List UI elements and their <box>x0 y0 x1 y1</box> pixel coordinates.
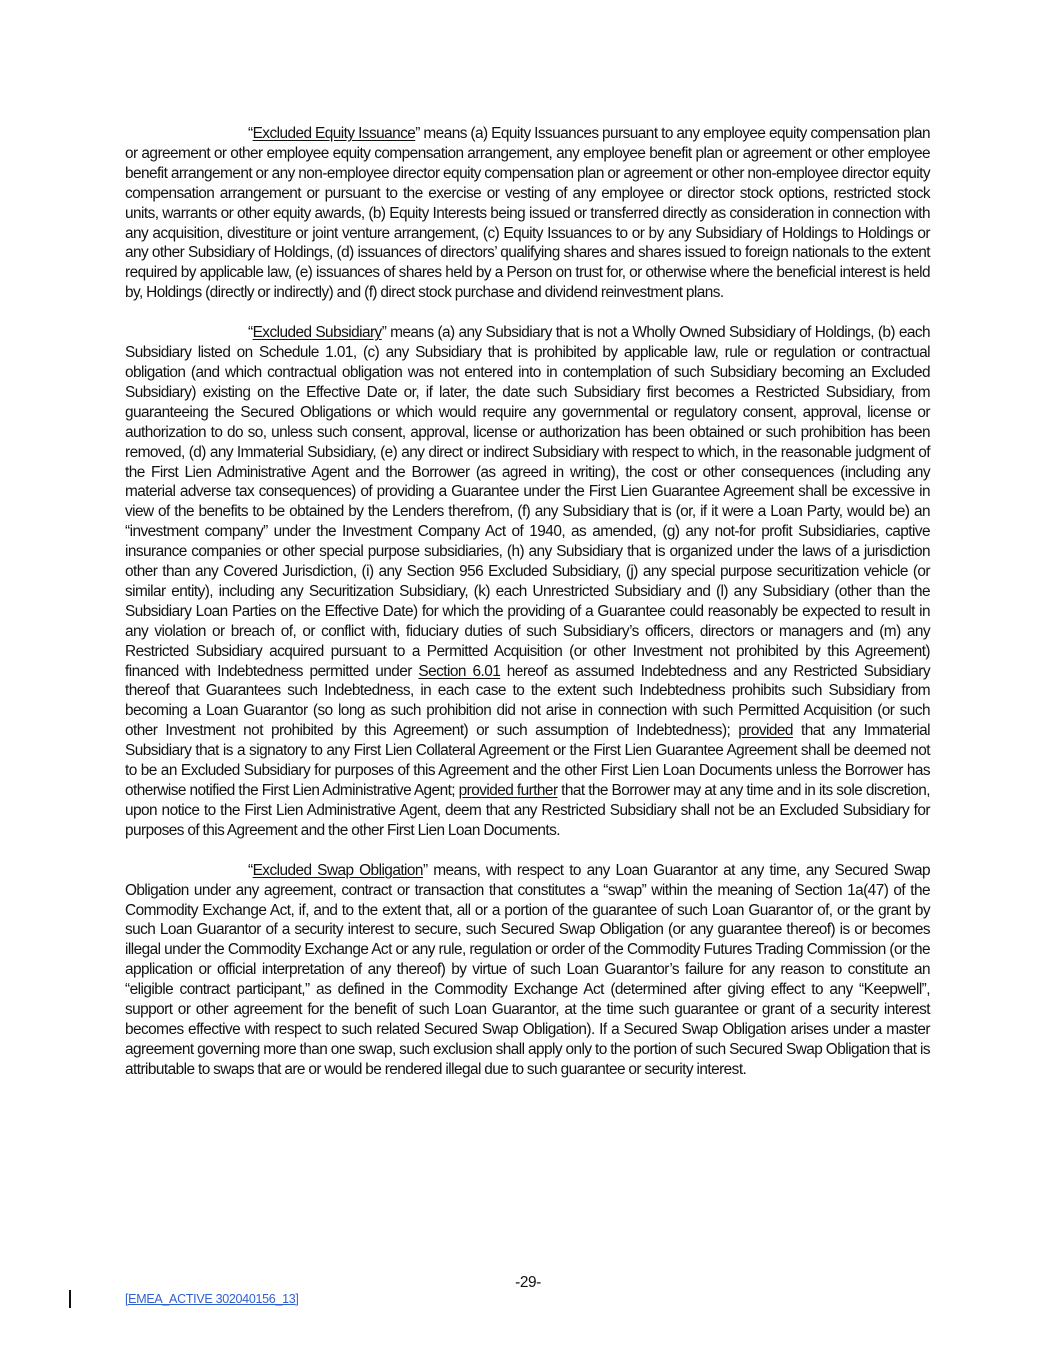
open-quote: “ <box>248 324 253 342</box>
definition-text: that the Borrower may at any time and in its sole discretion, upon notice to the First Lien Administrative Agent, deem that any Restricted Subsidiary shall not be an Excluded Subsidiary for purposes of this Agreement and the other First Lien Loan Documents. <box>125 782 930 839</box>
document-reference-link[interactable]: [EMEA_ACTIVE 302040156_13] <box>125 1292 299 1306</box>
open-quote: “ <box>248 125 253 142</box>
definition-text: that any Immaterial Subsidiary that is a signatory to any First Lien Collateral Agreement or the First Lien Guarantee Agreement shall be deemed not to be an Excluded Subsidiary for purposes of this Agreement and the other First Lien Loan Documents unless the Borrower has otherwise notified the First Lien Administrative Agent; <box>125 722 931 799</box>
definition-excluded-swap-obligation <box>125 861 930 1080</box>
change-bar <box>69 1290 71 1308</box>
definition-text: ” means (a) Equity Issuances pursuant to any employee equity compensation plan or agreement or other employee equity compensation arrangement, any employee benefit plan or agreement or other employee benefit arrangement or any non-employee director equity compensation plan or agreement or other non-employee director equity compensation arrangement or pursuant to the exercise or vesting of any employee or director stock options, restricted stock units, warrants or other equity awards, (b) Equity Interests being issued or transferred directly as consideration in connection with any acquisition, divestiture or joint venture arrangement, (c) Equity Issuances to or by any Subsidiary of Holdings to Holdings or any other Subsidiary of Holdings, (d) issuances of directors’ qualifying shares and shares issued to foreign nationals to the extent required by applicable law, (e) issuances of shares held by a Person on trust for, or otherwise where the beneficial interest is held by, Holdings (directly or indirectly) and (f) direct stock purchase and dividend reinvestment plans. <box>125 125 930 302</box>
definition-text: ” means, with respect to any Loan Guarantor at any time, any Secured Swap Obligation under any agreement, contract or transaction that constitutes a “swap” within the meaning of Section 1a(47) of the Commodity Exchange Act, if, and to the extent that, all or a portion of the guarantee of such Loan Guarantor of, or the grant by such Loan Guarantor of a security interest to secure, such Secured Swap Obligation (or any guarantee thereof) is or becomes illegal under the Commodity Exchange Act or any rule, regulation or order of the Commodity Futures Trading Commission (or the application or official interpretation of any thereof) by virtue of such Loan Guarantor’s failure for any reason to constitute an “eligible contract participant,” as defined in the Commodity Exchange Act (determined after giving effect to any “Keepwell”, support or other agreement for the benefit of such Loan Guarantor, at the time such guarantee or grant of a security interest becomes effective with respect to such related Secured Swap Obligation). If a Secured Swap Obligation arises under a master agreement governing more than one swap, such exclusion shall apply only to the portion of such Secured Swap Obligation that is attributable to swaps that are or would be rendered illegal due to such guarantee or security interest. <box>125 861 930 1078</box>
defined-term: Excluded Subsidiary <box>252 324 382 342</box>
definition-excluded-subsidiary <box>125 323 930 841</box>
definition-text: hereof as assumed Indebtedness and any Restricted Subsidiary thereof that Guarantees such Indebtedness, in each case to the extent such Indebtedness prohibits such Subsidiary from becoming a Loan Guarantor (so long as such prohibition did not arise in connection with such Permitted Acquisition (or such other Investment not prohibited by this Agreement) or such assumption of Indebtedness); <box>125 662 930 740</box>
defined-term: Excluded Swap Obligation <box>252 861 423 879</box>
definition-excluded-equity-issuance <box>125 124 930 303</box>
section-reference: Section 6.01 <box>418 662 501 680</box>
proviso-term: provided further <box>458 782 558 799</box>
open-quote: “ <box>248 861 253 879</box>
defined-term: Excluded Equity Issuance <box>252 125 416 142</box>
proviso-term: provided <box>738 722 793 740</box>
page-number: -29- <box>515 1274 541 1291</box>
definition-text: ” means (a) any Subsidiary that is not a Wholly Owned Subsidiary of Holdings, (b) each Subsidiary listed on Schedule 1.01, (c) any Subsidiary that is prohibited by applicable law, rule or regulation or contractual obligation (and which contractual obligation was not entered into in contemplation of such Subsidiary becoming an Excluded Subsidiary) existing on the Effective Date or, if later, the date such Subsidiary first becomes a Restricted Subsidiary, from guaranteeing the Secured Obligations or which would require any governmental or regulatory consent, approval, license or authorization to do so, unless such consent, approval, license or authorization has been obtained or such prohibition has been removed, (d) any Immaterial Subsidiary, (e) any direct or indirect Subsidiary with respect to which, in the reasonable judgment of the First Lien Administrative Agent and the Borrower (as agreed in writing), the cost or other consequences (including any material adverse tax consequences) of providing a Guarantee under the First Lien Guarantee Agreement shall be excessive in view of the benefits to be obtained by the Lenders therefrom, (f) any Subsidiary that is (or, if it were a Loan Party, would be) an “investment company” under the Investment Company Act of 1940, as amended, (g) any not-for profit Subsidiaries, captive insurance companies or other special purpose subsidiaries, (h) any Subsidiary that is organized under the laws of a jurisdiction other than any Covered Jurisdiction, (i) any Section 956 Excluded Subsidiary, (j) any special purpose securitization vehicle (or similar entity), including any Securitization Subsidiary, (k) each Unrestricted Subsidiary and (l) any Subsidiary (other than the Subsidiary Loan Parties on the Effective Date) for which the providing of a Guarantee could reasonably be expected to result in any violation or breach of, or conflict with, fiduciary duties of such Subsidiary’s officers, directors or managers and (m) any Restricted Subsidiary acquired pursuant to a Permitted Acquisition (or other Investment not prohibited by this Agreement) financed with Indebtedness permitted under <box>125 324 931 680</box>
document-body <box>125 124 930 1100</box>
